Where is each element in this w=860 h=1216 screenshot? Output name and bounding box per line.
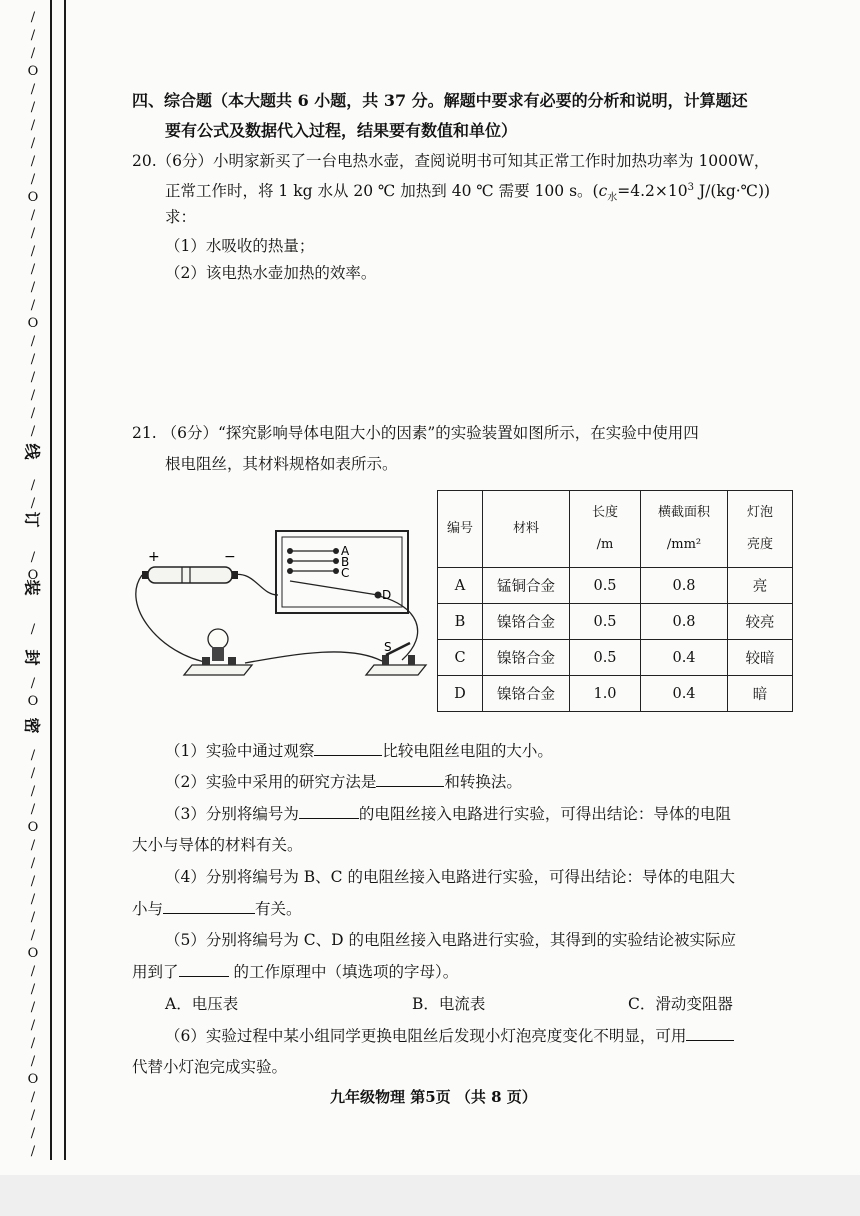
header-material: 材料 xyxy=(483,491,570,568)
wire-battery-bulb xyxy=(136,575,210,663)
margin-mark: / xyxy=(30,1090,36,1105)
margin-mark: / xyxy=(30,856,36,871)
margin-mark: / xyxy=(30,910,36,925)
q21-s6-line2: 代替小灯泡完成实验。 xyxy=(132,1058,288,1076)
scan-bottom-strip xyxy=(0,1175,860,1216)
q21-s3 xyxy=(165,803,731,825)
q21-s1 xyxy=(165,740,553,762)
margin-mark: O xyxy=(27,316,39,331)
answer-blank-3[interactable] xyxy=(299,804,359,819)
q20-line2 xyxy=(165,177,770,209)
q21-s5-line1: （5）分别将编号为 C、D 的电阻丝接入电路进行实验，其得到的实验结论被实际应 xyxy=(165,931,737,949)
cell-number: A xyxy=(438,568,483,604)
light-bulb xyxy=(184,629,252,675)
q21-s2-post: 和转换法。 xyxy=(444,773,522,791)
cell-number: C xyxy=(438,640,483,676)
cell-material: 镍铬合金 xyxy=(483,676,570,712)
wire-bulb-switch xyxy=(245,652,382,663)
margin-rule-right xyxy=(64,0,66,1160)
header-number: 编号 xyxy=(438,491,483,568)
margin-mark: / xyxy=(30,622,36,637)
cell-material: 锰铜合金 xyxy=(483,568,570,604)
q20-c-symbol: c xyxy=(598,182,608,201)
margin-mark: / xyxy=(30,478,36,493)
seal-word-zhuang: 装 xyxy=(22,579,42,596)
margin-rule-left xyxy=(50,0,52,1160)
header-brightness: 灯泡 亮度 xyxy=(728,491,793,568)
answer-blank-5[interactable] xyxy=(179,962,229,977)
margin-mark: / xyxy=(30,676,36,691)
cell-length: 1.0 xyxy=(570,676,641,712)
cell-length: 0.5 xyxy=(570,568,641,604)
header-area: 横截面积 /mm² xyxy=(641,491,728,568)
q21-s6 xyxy=(165,1025,734,1047)
margin-mark: / xyxy=(30,352,36,367)
cell-area: 0.4 xyxy=(641,640,728,676)
q20-c-value: =4.2×10 xyxy=(617,182,688,201)
seal-word-ding: 订 xyxy=(22,511,42,528)
q21-s1-pre: （1）实验中通过观察 xyxy=(165,742,315,760)
battery-minus-label: − xyxy=(224,549,236,565)
margin-mark: / xyxy=(30,46,36,61)
q20-line2-text: 正常工作时，将 1 kg 水从 20 ℃ 加热到 40 ℃ 需要 100 s。( xyxy=(165,182,599,201)
margin-mark: / xyxy=(30,406,36,421)
margin-mark: / xyxy=(30,748,36,763)
q21-s4 xyxy=(132,898,302,920)
q21-s1-post: 比较电阻丝电阻的大小。 xyxy=(382,742,553,760)
margin-mark: O xyxy=(27,190,39,205)
battery xyxy=(142,567,238,583)
circuit-diagram xyxy=(120,525,432,695)
margin-mark: / xyxy=(30,1126,36,1141)
answer-blank-4[interactable] xyxy=(163,899,255,914)
wire-battery-board xyxy=(232,574,278,595)
margin-mark: / xyxy=(30,226,36,241)
cell-area: 0.8 xyxy=(641,604,728,640)
margin-mark: / xyxy=(30,334,36,349)
margin-mark: / xyxy=(30,784,36,799)
option-b: B．电流表 xyxy=(412,995,486,1013)
answer-blank-6[interactable] xyxy=(686,1026,734,1041)
q20-sub1: （1）水吸收的热量； xyxy=(165,237,315,255)
margin-mark: / xyxy=(30,838,36,853)
margin-mark: / xyxy=(30,874,36,889)
q20-line3: 求： xyxy=(165,208,197,226)
margin-mark: / xyxy=(30,1108,36,1123)
q21-line2: 根电阻丝，其材料规格如表所示。 xyxy=(165,455,398,473)
margin-mark: / xyxy=(30,766,36,781)
cell-area: 0.8 xyxy=(641,568,728,604)
margin-mark: / xyxy=(30,298,36,313)
margin-mark: / xyxy=(30,172,36,187)
margin-mark: / xyxy=(30,982,36,997)
section-heading-line1: 四、综合题（本大题共 6 小题，共 37 分。解题中要求有必要的分析和说明，计算题还 xyxy=(132,91,748,110)
table-row xyxy=(438,640,793,676)
cell-brightness: 较暗 xyxy=(728,640,793,676)
seal-word-xian: 线 xyxy=(22,443,42,460)
cell-length: 0.5 xyxy=(570,604,641,640)
cell-brightness: 亮 xyxy=(728,568,793,604)
option-a: A．电压表 xyxy=(165,995,239,1013)
header-length: 长度 /m xyxy=(570,491,641,568)
margin-mark: / xyxy=(30,1000,36,1015)
table-row xyxy=(438,604,793,640)
cell-brightness: 暗 xyxy=(728,676,793,712)
margin-mark: / xyxy=(30,136,36,151)
battery-plus-label: + xyxy=(148,549,160,565)
margin-mark: / xyxy=(30,964,36,979)
resistance-terminals xyxy=(287,548,382,599)
q20-sub2: （2）该电热水壶加热的效率。 xyxy=(165,264,377,282)
switch-label: S xyxy=(384,640,392,654)
q21-s5-post: 的工作原理中（填选项的字母）。 xyxy=(228,963,459,981)
margin-mark: O xyxy=(27,1072,39,1087)
cell-number: D xyxy=(438,676,483,712)
margin-mark: / xyxy=(30,154,36,169)
resistance-spec-table xyxy=(437,490,793,712)
margin-mark: / xyxy=(30,892,36,907)
seal-word-feng: 封 xyxy=(22,649,42,666)
margin-mark: O xyxy=(27,820,39,835)
margin-mark: / xyxy=(30,1054,36,1069)
switch xyxy=(366,643,426,675)
q21-s2-pre: （2）实验中采用的研究方法是 xyxy=(165,773,377,791)
q21-s3-line2: 大小与导体的材料有关。 xyxy=(132,836,303,854)
margin-mark: / xyxy=(30,1036,36,1051)
q21-s4-line1: （4）分别将编号为 B、C 的电阻丝接入电路进行实验，可得出结论：导体的电阻大 xyxy=(165,868,735,886)
seal-word-mi: 密 xyxy=(22,717,42,734)
page-footer: 九年级物理 第5页 （共 8 页） xyxy=(330,1088,537,1106)
margin-mark: / xyxy=(30,550,36,565)
option-c: C．滑动变阻器 xyxy=(628,995,733,1013)
margin-mark: / xyxy=(30,10,36,25)
cell-material: 镍铬合金 xyxy=(483,640,570,676)
q21-s5-pre: 用到了 xyxy=(132,963,179,981)
q21-s5 xyxy=(132,961,458,983)
q20-c-exp: 3 xyxy=(687,182,695,193)
margin-mark: / xyxy=(30,262,36,277)
q21-s3-pre: （3）分别将编号为 xyxy=(165,805,299,823)
margin-mark: / xyxy=(30,424,36,439)
table-row xyxy=(438,676,793,712)
margin-mark: / xyxy=(30,370,36,385)
q21-s3-post: 的电阻丝接入电路进行实验，可得出结论：导体的电阻 xyxy=(358,805,731,823)
q21-s4-pre: 小与 xyxy=(132,900,164,918)
table-header-row xyxy=(438,491,793,568)
q21-s2 xyxy=(165,771,522,793)
terminal-a-label: A xyxy=(341,544,350,558)
margin-mark: / xyxy=(30,802,36,817)
margin-mark: O xyxy=(27,568,39,583)
margin-mark: / xyxy=(30,388,36,403)
q21-s6-pre: （6）实验过程中某小组同学更换电阻丝后发现小灯泡亮度变化不明显，可用 xyxy=(165,1027,687,1045)
q20-c-unit: J/(kg·℃)) xyxy=(694,182,771,201)
margin-mark: O xyxy=(27,946,39,961)
margin-mark: O xyxy=(27,694,39,709)
section-heading-line2: 要有公式及数据代入过程，结果要有数值和单位） xyxy=(165,121,518,140)
answer-blank-2[interactable] xyxy=(376,772,444,787)
margin-mark: / xyxy=(30,280,36,295)
terminal-b-label: B xyxy=(341,555,350,569)
binding-margin xyxy=(18,0,68,1160)
answer-blank-1[interactable] xyxy=(314,741,382,756)
margin-mark: / xyxy=(30,244,36,259)
table-row xyxy=(438,568,793,604)
margin-mark: / xyxy=(30,208,36,223)
cell-number: B xyxy=(438,604,483,640)
margin-mark: / xyxy=(30,1018,36,1033)
margin-mark: / xyxy=(30,100,36,115)
margin-mark: / xyxy=(30,1144,36,1159)
terminal-c-label: C xyxy=(341,566,350,580)
cell-area: 0.4 xyxy=(641,676,728,712)
margin-mark: / xyxy=(30,496,36,511)
margin-mark: / xyxy=(30,118,36,133)
cell-brightness: 较亮 xyxy=(728,604,793,640)
q21-line1: 21. （6分）“探究影响导体电阻大小的因素”的实验装置如图所示，在实验中使用四 xyxy=(132,424,699,442)
margin-mark: O xyxy=(27,64,39,79)
q21-s4-post: 有关。 xyxy=(255,900,302,918)
q20-line1: 20.（6分）小明家新买了一台电热水壶，查阅说明书可知其正常工作时加热功率为 1000W， xyxy=(132,152,770,170)
q20-c-sub: 水 xyxy=(607,192,618,204)
margin-mark: / xyxy=(30,928,36,943)
cell-material: 镍铬合金 xyxy=(483,604,570,640)
cell-length: 0.5 xyxy=(570,640,641,676)
margin-mark: / xyxy=(30,82,36,97)
terminal-d-label: D xyxy=(382,588,392,602)
margin-mark: / xyxy=(30,28,36,43)
